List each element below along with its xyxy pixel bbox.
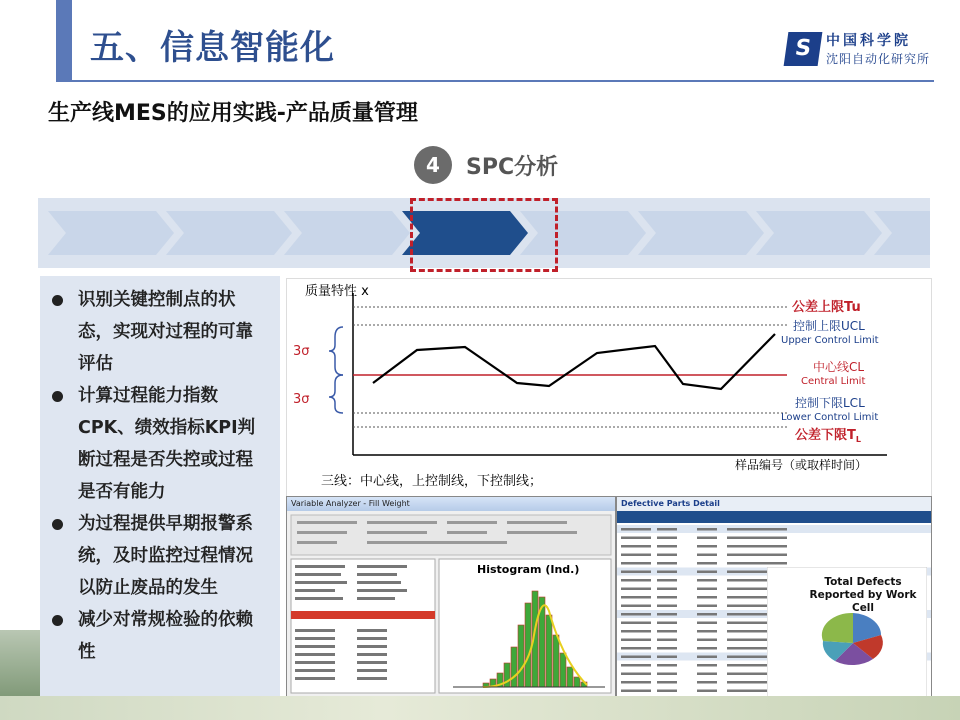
process-chevron bbox=[756, 211, 882, 255]
tolerance-lower-text: 公差下限T bbox=[795, 428, 856, 443]
step-number-badge: 4 bbox=[414, 146, 452, 184]
table-cell bbox=[747, 656, 767, 659]
table-cell bbox=[727, 596, 747, 599]
table-cell bbox=[621, 596, 651, 599]
table-cell bbox=[621, 690, 651, 693]
table-cell bbox=[697, 605, 717, 608]
table-cell bbox=[657, 562, 677, 565]
logo-emblem-icon: S bbox=[784, 32, 823, 66]
table-cell bbox=[697, 579, 717, 582]
table-cell bbox=[747, 647, 767, 650]
center-line-label: 中心线CL bbox=[813, 360, 865, 374]
table-cell bbox=[727, 673, 747, 676]
table-cell bbox=[767, 554, 787, 557]
table-cell bbox=[747, 596, 767, 599]
process-chevron bbox=[874, 211, 930, 255]
table-cell bbox=[697, 596, 717, 599]
table-cell bbox=[621, 630, 651, 633]
table-cell bbox=[621, 673, 651, 676]
histogram-bar bbox=[567, 667, 573, 687]
title-accent-bar bbox=[56, 0, 72, 82]
table-cell bbox=[727, 562, 747, 565]
table-cell bbox=[727, 554, 747, 557]
table-cell bbox=[621, 664, 651, 667]
title-divider bbox=[72, 80, 934, 82]
table-cell bbox=[621, 588, 651, 591]
ucl-label: 控制上限UCL bbox=[793, 319, 865, 333]
table-cell bbox=[727, 537, 747, 540]
sigma-upper-label: 3σ bbox=[293, 344, 310, 359]
table-cell bbox=[621, 554, 651, 557]
table-cell bbox=[727, 545, 747, 548]
table-cell bbox=[657, 681, 677, 684]
logo-line-1: 中国科学院 bbox=[826, 33, 911, 49]
table-cell bbox=[697, 639, 717, 642]
lcl-label: 控制下限LCL bbox=[795, 396, 865, 410]
table-cell bbox=[747, 673, 767, 676]
table-cell bbox=[657, 579, 677, 582]
ucl-en-label: Upper Control Limit bbox=[781, 335, 879, 346]
table-cell bbox=[747, 630, 767, 633]
step-label: SPC分析 bbox=[466, 155, 559, 180]
bullet-text: 减少对常规检验的依赖性 bbox=[78, 610, 253, 662]
analyzer-body bbox=[287, 511, 615, 697]
table-cell bbox=[621, 562, 651, 565]
histogram-bar bbox=[518, 625, 524, 687]
table-cell bbox=[657, 588, 677, 591]
sample-series-line bbox=[373, 334, 775, 389]
table-cell bbox=[657, 622, 677, 625]
table-cell bbox=[697, 528, 717, 531]
table-cell bbox=[697, 690, 717, 693]
table-cell bbox=[747, 639, 767, 642]
lcl-en-label: Lower Control Limit bbox=[781, 412, 879, 423]
process-chevron bbox=[48, 211, 174, 255]
table-cell bbox=[727, 588, 747, 591]
sigma-lower-label: 3σ bbox=[293, 392, 310, 407]
table-cell bbox=[657, 647, 677, 650]
table-cell bbox=[747, 681, 767, 684]
table-cell bbox=[697, 613, 717, 616]
table-cell bbox=[657, 664, 677, 667]
table-cell bbox=[747, 528, 767, 531]
x-axis-label: 样品编号（或取样时间） bbox=[735, 458, 868, 472]
bullet-panel bbox=[40, 276, 280, 696]
table-cell bbox=[727, 571, 747, 574]
table-cell bbox=[657, 537, 677, 540]
table-cell bbox=[697, 656, 717, 659]
analyzer-highlight-row bbox=[291, 611, 435, 619]
table-cell bbox=[747, 554, 767, 557]
table-cell bbox=[747, 588, 767, 591]
bullet-list bbox=[40, 276, 280, 668]
table-cell bbox=[657, 690, 677, 693]
table-cell bbox=[621, 579, 651, 582]
table-cell bbox=[697, 562, 717, 565]
table-cell bbox=[727, 630, 747, 633]
table-cell bbox=[747, 605, 767, 608]
table-cell bbox=[657, 596, 677, 599]
table-cell bbox=[727, 664, 747, 667]
histogram-bar bbox=[511, 647, 517, 687]
table-cell bbox=[727, 656, 747, 659]
table-cell bbox=[657, 613, 677, 616]
bullet-dot-icon bbox=[52, 295, 63, 306]
pie-slices bbox=[822, 613, 883, 665]
table-cell bbox=[697, 681, 717, 684]
bullet-dot-icon bbox=[52, 615, 63, 626]
table-cell bbox=[727, 605, 747, 608]
table-cell bbox=[747, 690, 767, 693]
table-cell bbox=[657, 528, 677, 531]
bullet-text: 识别关键控制点的状态，实现对过程的可靠评估 bbox=[78, 290, 253, 374]
section-subtitle: 生产线MES的应用实践-产品质量管理 bbox=[48, 101, 418, 126]
logo-line-2: 沈阳自动化研究所 bbox=[826, 52, 931, 66]
table-cell bbox=[697, 647, 717, 650]
histogram-bar bbox=[553, 635, 559, 687]
table-cell bbox=[621, 622, 651, 625]
bullet-item bbox=[40, 380, 280, 508]
current-step-highlight bbox=[410, 198, 558, 272]
table-cell bbox=[657, 673, 677, 676]
tolerance-lower-subscript: L bbox=[855, 435, 861, 444]
table-cell bbox=[747, 622, 767, 625]
table-cell bbox=[767, 545, 787, 548]
table-cell bbox=[727, 622, 747, 625]
center-line-en-label: Central Limit bbox=[801, 376, 866, 387]
decorative-bottom-strip bbox=[0, 696, 960, 720]
table-cell bbox=[621, 528, 651, 531]
table-cell bbox=[697, 554, 717, 557]
variable-analyzer-screenshot bbox=[286, 496, 616, 698]
bullet-text: 为过程提供早期报警系统，及时监控过程情况以防止废品的发生 bbox=[78, 514, 253, 598]
table-cell bbox=[747, 613, 767, 616]
table-cell bbox=[697, 630, 717, 633]
table-cell bbox=[621, 537, 651, 540]
table-cell bbox=[657, 554, 677, 557]
institute-logo bbox=[786, 28, 936, 74]
chart-caption: 三线：中心线，上控制线，下控制线； bbox=[321, 474, 543, 489]
histogram-bar bbox=[560, 653, 566, 687]
table-cell bbox=[747, 562, 767, 565]
histogram-bar bbox=[525, 603, 531, 687]
table-cell bbox=[657, 639, 677, 642]
process-chevron bbox=[166, 211, 292, 255]
table-cell bbox=[621, 613, 651, 616]
spc-control-chart bbox=[286, 278, 932, 498]
table-cell bbox=[747, 545, 767, 548]
table-cell bbox=[747, 571, 767, 574]
bullet-item bbox=[40, 508, 280, 604]
table-cell bbox=[657, 656, 677, 659]
bullet-dot-icon bbox=[52, 391, 63, 402]
table-cell bbox=[727, 681, 747, 684]
table-cell bbox=[697, 588, 717, 591]
tolerance-lower-label bbox=[795, 427, 861, 444]
defective-parts-title: Defective Parts Detail bbox=[617, 497, 931, 511]
defective-parts-header-row bbox=[617, 511, 931, 523]
table-cell bbox=[657, 630, 677, 633]
process-chevron bbox=[284, 211, 410, 255]
table-cell bbox=[657, 571, 677, 574]
table-cell bbox=[621, 571, 651, 574]
histogram-bar bbox=[574, 677, 580, 687]
table-cell bbox=[727, 690, 747, 693]
table-cell bbox=[621, 545, 651, 548]
upper-sigma-brace bbox=[329, 327, 343, 375]
table-cell bbox=[621, 647, 651, 650]
process-chevron bbox=[638, 211, 764, 255]
lower-sigma-brace bbox=[329, 375, 343, 413]
table-cell bbox=[657, 605, 677, 608]
table-cell bbox=[727, 639, 747, 642]
table-cell bbox=[621, 639, 651, 642]
table-cell bbox=[747, 537, 767, 540]
table-cell bbox=[621, 656, 651, 659]
slide-title: 五、信息智能化 bbox=[90, 28, 335, 68]
table-cell bbox=[657, 545, 677, 548]
analyzer-stats-table bbox=[291, 559, 435, 693]
table-cell bbox=[727, 613, 747, 616]
pie-chart-title: Total Defects Reported by Work Cell bbox=[809, 576, 917, 614]
bullet-item bbox=[40, 284, 280, 380]
histogram-bar bbox=[546, 615, 552, 687]
table-cell bbox=[697, 537, 717, 540]
table-cell bbox=[767, 562, 787, 565]
table-cell bbox=[767, 537, 787, 540]
table-cell bbox=[697, 664, 717, 667]
table-cell bbox=[727, 528, 747, 531]
y-axis-label: 质量特性 x bbox=[305, 284, 369, 299]
table-cell bbox=[727, 647, 747, 650]
analyzer-window-title: Variable Analyzer - Fill Weight bbox=[287, 497, 615, 511]
table-cell bbox=[621, 605, 651, 608]
table-cell bbox=[727, 579, 747, 582]
bullet-dot-icon bbox=[52, 519, 63, 530]
bullet-item bbox=[40, 604, 280, 668]
table-cell bbox=[747, 664, 767, 667]
histogram-title: Histogram (Ind.) bbox=[477, 563, 580, 576]
table-cell bbox=[697, 622, 717, 625]
table-cell bbox=[747, 579, 767, 582]
table-cell bbox=[697, 673, 717, 676]
tolerance-upper-label: 公差上限Tu bbox=[792, 300, 861, 315]
bullet-text: 计算过程能力指数CPK、绩效指标KPI判断过程是否失控或过程是否有能力 bbox=[78, 386, 256, 502]
table-cell bbox=[767, 528, 787, 531]
table-cell bbox=[697, 571, 717, 574]
table-cell bbox=[621, 681, 651, 684]
table-cell bbox=[697, 545, 717, 548]
